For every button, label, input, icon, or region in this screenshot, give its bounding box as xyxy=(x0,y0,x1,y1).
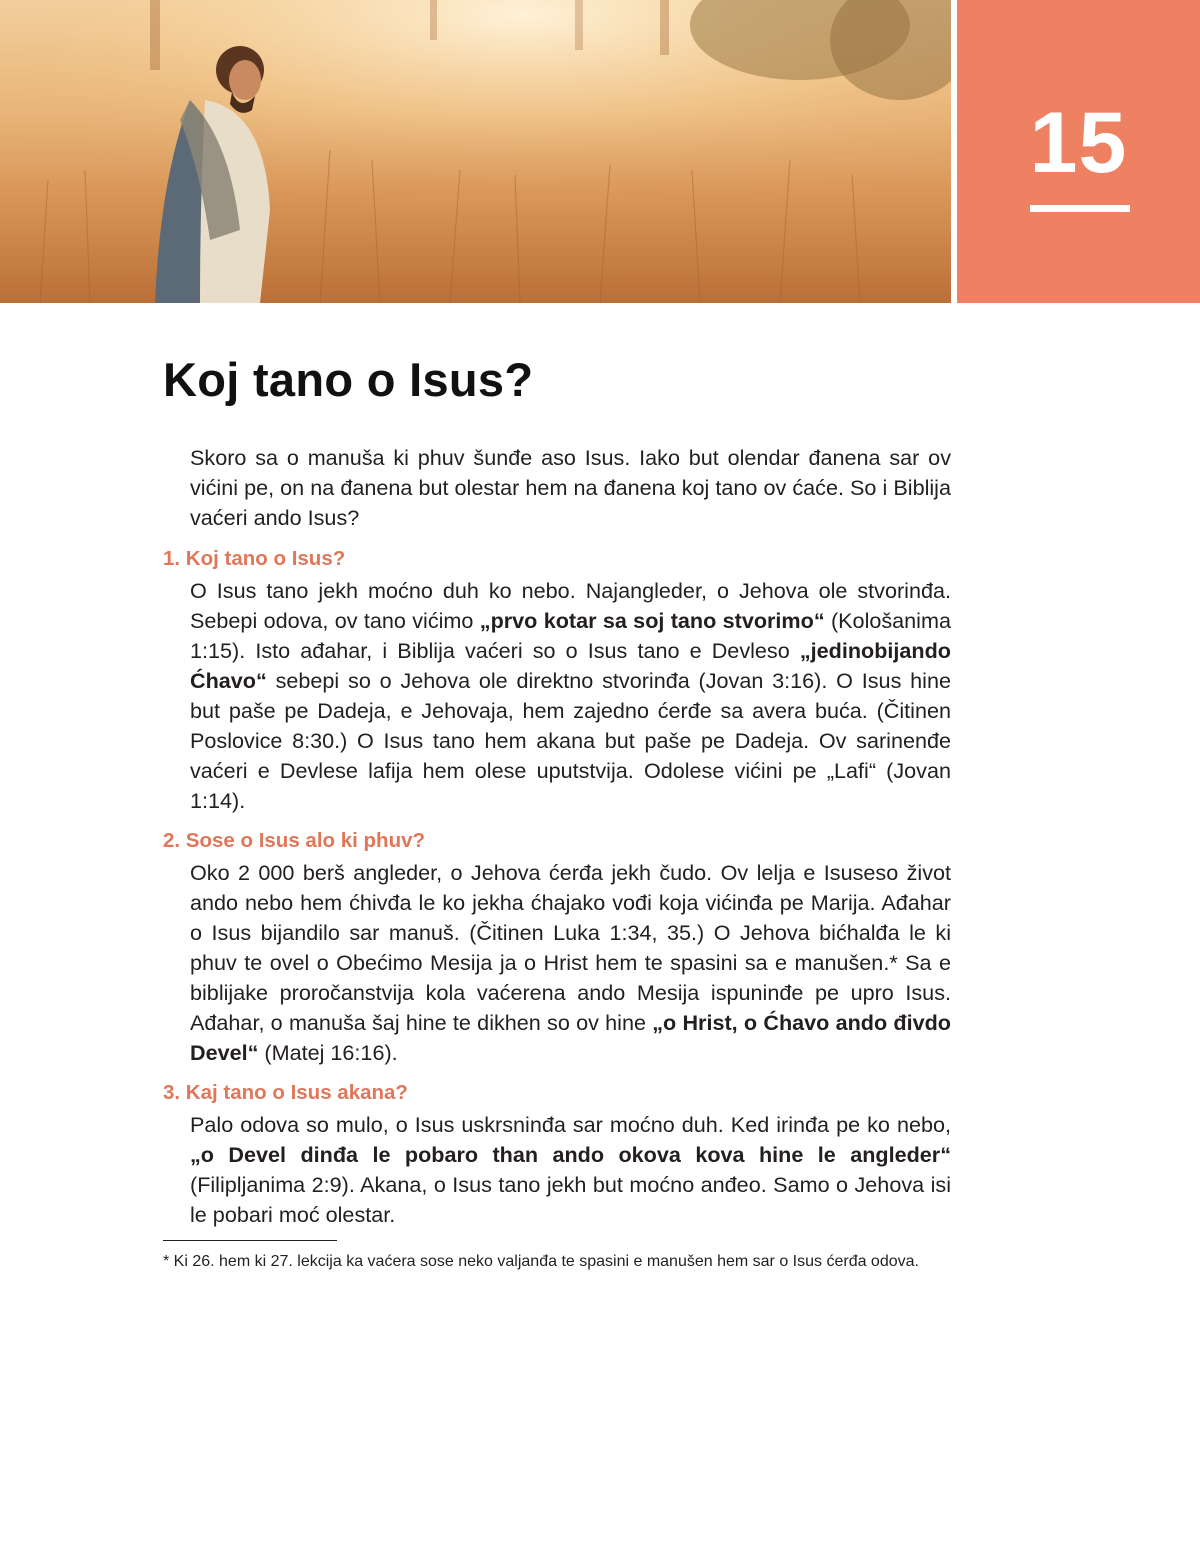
answer-quote-bold: „jedinobijando Ćhavo“ xyxy=(190,638,951,693)
answer-text: Palo odova so mulo, o Isus uskrsninđa sar moćno duh. Ked irinđa pe ko nebo, xyxy=(190,1112,951,1137)
footnote-divider xyxy=(163,1240,337,1241)
answer-quote-bold: „o Devel dinđa le pobaro than ando okova kova hine le angleder“ xyxy=(190,1142,951,1167)
answer-paragraph-1 xyxy=(190,576,951,816)
answer-text: (Matej 16:16). xyxy=(258,1040,398,1065)
field-scene-illustration xyxy=(0,0,951,303)
intro-paragraph: Skoro sa o manuša ki phuv šunđe aso Isus. Iako but olendar đanena sar ov vićini pe, on na đanena but olestar hem na đanena koj tano ov ćaće. So i Biblija vaćeri ando Isus? xyxy=(190,445,951,530)
lesson-number-box xyxy=(957,0,1200,303)
answer-paragraph-2 xyxy=(190,858,951,1068)
question-heading-2: 2. Sose o Isus alo ki phuv? xyxy=(163,829,426,852)
answer-text: O Isus tano jekh moćno duh ko nebo. Najangleder, o Jehova ole stvorinđa. Sebepi odova, ov tano vićimo xyxy=(190,578,951,633)
page-title: Koj tano o Isus? xyxy=(163,353,534,406)
question-heading-1: 1. Koj tano o Isus? xyxy=(163,547,346,570)
answer-quote-bold: „o Hrist, o Ćhavo ando đivdo Devel“ xyxy=(190,1010,951,1065)
answer-text: (Filipljanima 2:9). Akana, o Isus tano jekh but moćno anđeo. Samo o Jehova isi le pobari moć olestar. xyxy=(190,1172,951,1227)
hero-image xyxy=(0,0,951,303)
footnote: * Ki 26. hem ki 27. lekcija ka vaćera sose neko valjanđa te spasini e manušen hem sar o Isus ćerđa odova. xyxy=(163,1253,919,1270)
lesson-number: 15 xyxy=(1029,95,1128,191)
answer-text: sebepi so o Jehova ole direktno stvorinđa (Jovan 3:16). O Isus hine but paše pe Dadeja, e Jehovaja, hem zajedno ćerđe sa avera buća. (Čitinen Poslovice 8:30.) O Isus tano hem akana but paše pe Dadeja. Ov sarinenđe vaćeri e Devlese lafija hem olese uputstvija. Odolese vićini pe „Lafi“ (Jovan 1:14). xyxy=(190,668,951,813)
question-heading-3: 3. Kaj tano o Isus akana? xyxy=(163,1081,408,1104)
answer-quote-bold: „prvo kotar sa soj tano stvorimo“ xyxy=(479,608,825,633)
answer-text: (Kološanima 1:15). Isto ađahar, i Biblija vaćeri so o Isus tano e Devleso xyxy=(190,608,951,663)
lesson-number-rule xyxy=(1030,205,1130,212)
lesson-content xyxy=(163,443,951,1272)
answer-text: Oko 2 000 berš angleder, o Jehova ćerđa jekh čudo. Ov lelja e Isuseso život ando nebo hem ćhivđa le ko jekha ćhajako vođi koja vićinđa pe Marija. Ađahar o Isus bijandilo sar manuš. (Čitinen Luka 1:34, 35.) O Jehova bićhalđa le ki phuv te ovel o Obećimo Mesija ja o Hrist hem te spasini sa e manušen.* Sa e biblijake proročanstvija kola vaćerena ando Mesija ispuninđe pe upro Isus. Ađahar, o manuša šaj hine te dikhen so ov hine xyxy=(190,860,951,1035)
answer-paragraph-3 xyxy=(190,1110,951,1230)
